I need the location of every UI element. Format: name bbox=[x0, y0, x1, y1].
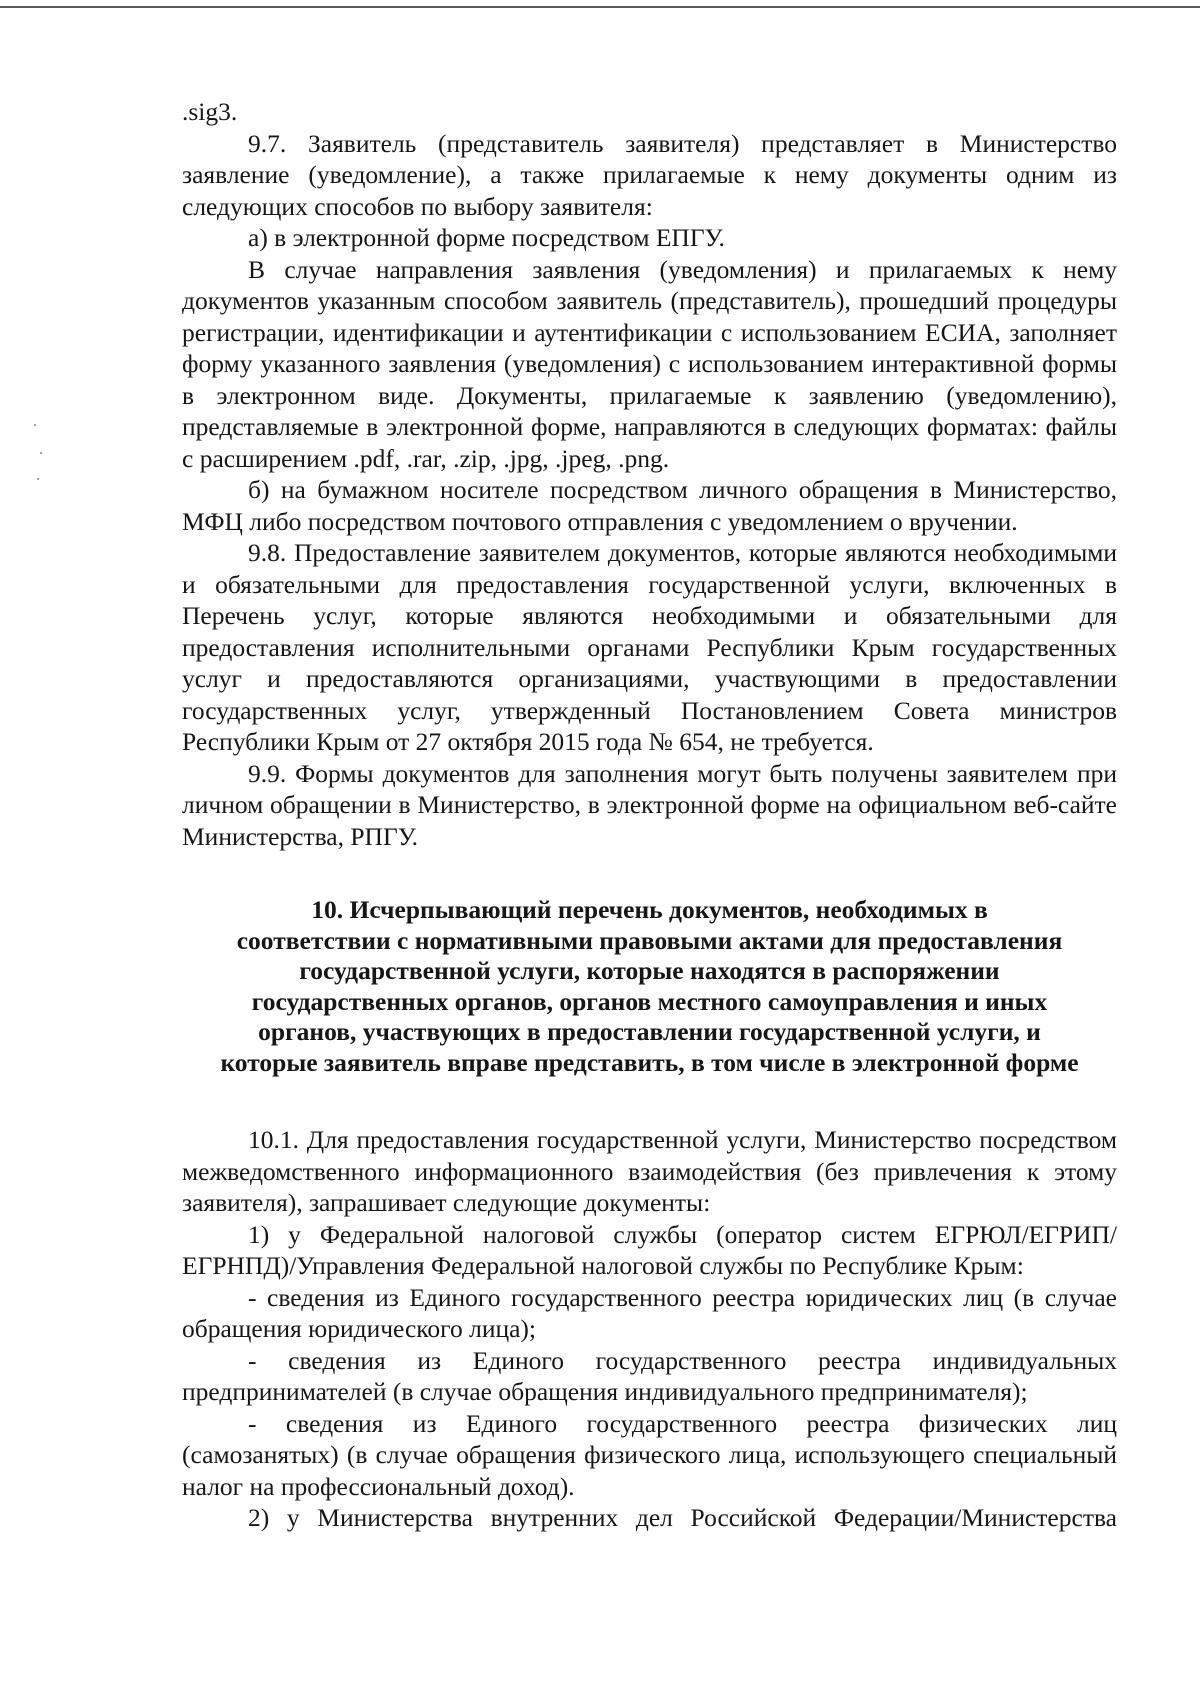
scan-speck bbox=[34, 424, 36, 426]
paragraph-10-1: 10.1. Для предоставления государственной услуги, Министерство посредством межведомственного информационного взаимодействия (без привлечения к этому заявителя), запрашивает следующие документы: bbox=[182, 1125, 1117, 1217]
section-10-heading-line: государственных органов, органов местного самоуправления и иных bbox=[251, 986, 1048, 1016]
section-10-heading bbox=[182, 895, 1117, 1078]
paragraph-9-9: 9.9. Формы документов для заполнения могут быть получены заявителем при личном обращении в Министерство, в электронной форме на официальном веб-сайте Министерства, РПГУ. bbox=[182, 758, 1117, 851]
scan-speck bbox=[40, 452, 42, 454]
section-10-heading-line: 10. Исчерпывающий перечень документов, необходимых в bbox=[311, 895, 988, 924]
list-item-2: 2) у Министерства внутренних дел Российской Федерации/Министерства bbox=[248, 1503, 1117, 1532]
document-page bbox=[182, 96, 1117, 1534]
list-item-1-dash-2: - сведения из Единого государственного реестра индивидуальных предпринимателей (в случае обращения индивидуального предпринимателя); bbox=[182, 1345, 1117, 1406]
paragraph-9-7-b: б) на бумажном носителе посредством личного обращения в Министерство, МФЦ либо посредством почтового отправления с уведомлением о вручении. bbox=[182, 475, 1117, 536]
list-item-1-dash-3: - сведения из Единого государственного реестра физических лиц (самозанятых) (в случае обращения физического лица, использующего специальный налог на профессиональный доход). bbox=[182, 1408, 1117, 1501]
section-10-heading-line: которые заявитель вправе представить, в том числе в электронной форме bbox=[220, 1047, 1079, 1077]
section-10-heading-line: органов, участвующих в предоставлении государственной услуги, и bbox=[258, 1017, 1041, 1046]
paragraph-9-7: 9.7. Заявитель (представитель заявителя) представляет в Министерство заявление (уведомление), а также прилагаемые к нему документы одним из следующих способов по выбору заявителя: bbox=[182, 128, 1117, 221]
section-10-heading-line: государственной услуги, которые находятся в распоряжении bbox=[299, 956, 1000, 985]
section-10-heading-line: соответствии с нормативными правовыми актами для предоставления bbox=[236, 925, 1063, 955]
scan-top-edge-line bbox=[0, 6, 1200, 8]
paragraph-9-7-a-details: В случае направления заявления (уведомления) и прилагаемых к нему документов указанным способом заявитель (представитель), прошедший процедуры регистрации, идентификации и аутентификации с использованием ЕСИА, заполняет форму указанного заявления (уведомления) с использованием интерактивной формы в электронном виде. Документы, прилагаемые к заявлению (уведомлению), представляемые в электронной форме, направляются в следующих форматах: файлы с расширением .pdf, .rar, .zip, .jpg, .jpeg, .png. bbox=[182, 254, 1117, 473]
paragraph-9-8: 9.8. Предоставление заявителем документов, которые являются необходимыми и обязательными для предоставления государственной услуги, включенных в Перечень услуг, которые являются необходимыми и обязательными для предоставления исполнительными органами Республики Крым государственных услуг и предоставляются организациями, участвующими в предоставлении государственных услуг, утвержденный Постановлением Совета министров Республики Крым от 27 октября 2015 года № 654, не требуется. bbox=[182, 538, 1117, 756]
top-fragment: .sig3. bbox=[182, 97, 238, 126]
list-item-1-dash-1: - сведения из Единого государственного реестра юридических лиц (в случае обращения юридического лица); bbox=[182, 1282, 1117, 1343]
list-item-1: 1) у Федеральной налоговой службы (оператор систем ЕГРЮЛ/ЕГРИП/ ЕГРНПД)/Управления Федеральной налоговой службы по Республике Крым: bbox=[182, 1219, 1117, 1280]
paragraph-9-7-a: а) в электронной форме посредством ЕПГУ. bbox=[248, 223, 725, 252]
scan-speck bbox=[37, 478, 39, 480]
